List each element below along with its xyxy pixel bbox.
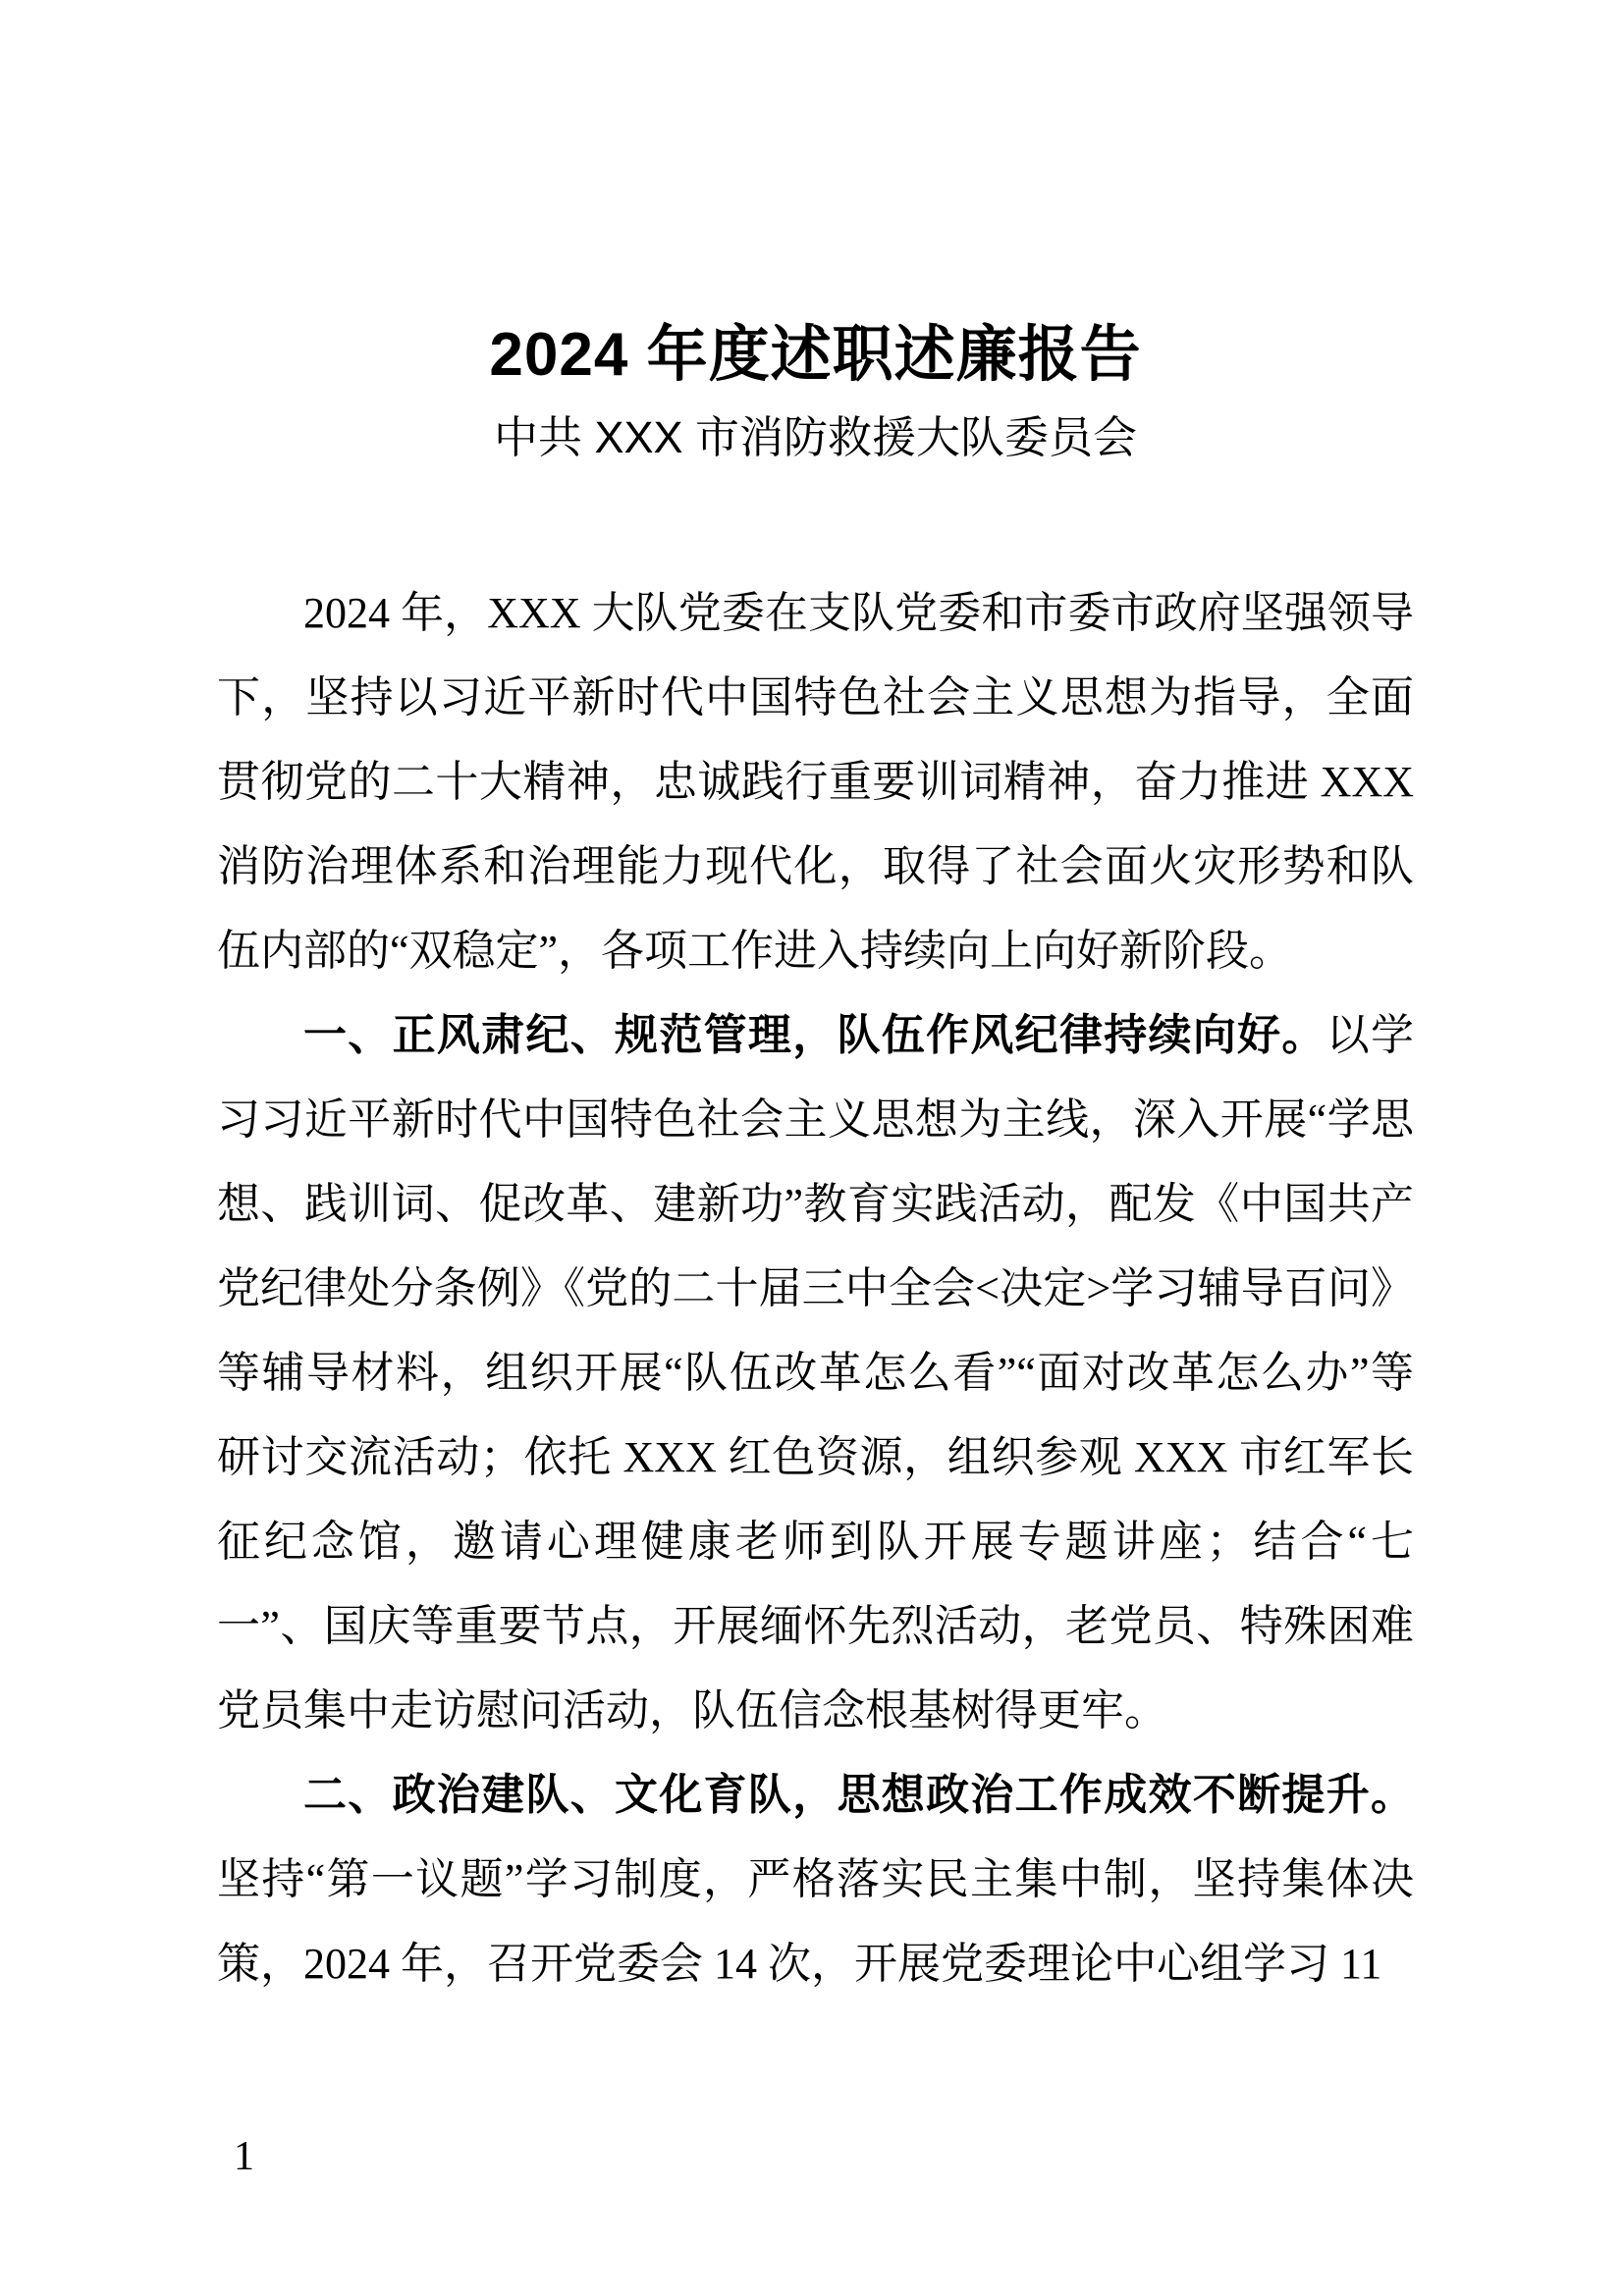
paragraph-section-1 [217, 993, 1414, 1753]
section-1-text: 以学习习近平新时代中国特色社会主义思想为主线，深入开展“学思想、践训词、促改革、建新功”教育实践活动，配发《中国共产党纪律处分条例》《党的二十届三中全会<决定>学习辅导百问》等辅导材料，组织开展“队伍改革怎么看”“面对改革怎么办”等研讨交流活动；依托 XXX 红色资源，组织参观 XXX 市红军长征纪念馆，邀请心理健康老师到队开展专题讲座；结合“七一”、国庆等重要节点，开展缅怀先烈活动，老党员、特殊困难党员集中走访慰问活动，队伍信念根基树得更牢。 [217, 1011, 1415, 1735]
paragraph-intro [217, 571, 1414, 993]
section-1-heading: 一、正风肃纪、规范管理，队伍作风纪律持续向好。 [303, 1011, 1326, 1059]
paragraph-section-2 [217, 1753, 1414, 2006]
section-2-heading: 二、政治建队、文化育队，思想政治工作成效不断提升。 [303, 1771, 1414, 1819]
paragraph-intro-text: 2024 年，XXX 大队党委在支队党委和市委市政府坚强领导下，坚持以习近平新时代中国特色社会主义思想为指导，全面贯彻党的二十大精神，忠诚践行重要训词精神，奋力推进 XXX 消防治理体系和治理能力现代化，取得了社会面火灾形势和队伍内部的“双稳定”，各项工作进入持续向上向好新阶段。 [217, 589, 1414, 975]
document-title: 2024 年度述职述廉报告 [489, 321, 1142, 389]
page-number: 1 [234, 2134, 254, 2179]
document-body [217, 571, 1414, 2006]
document-subtitle: 中共 XXX 市消防救援大队委员会 [493, 412, 1138, 462]
section-2-text: 坚持“第一议题”学习制度，严格落实民主集中制，坚持集体决策，2024 年，召开党委会 14 次，开展党委理论中心组学习 11 [217, 1855, 1414, 1988]
